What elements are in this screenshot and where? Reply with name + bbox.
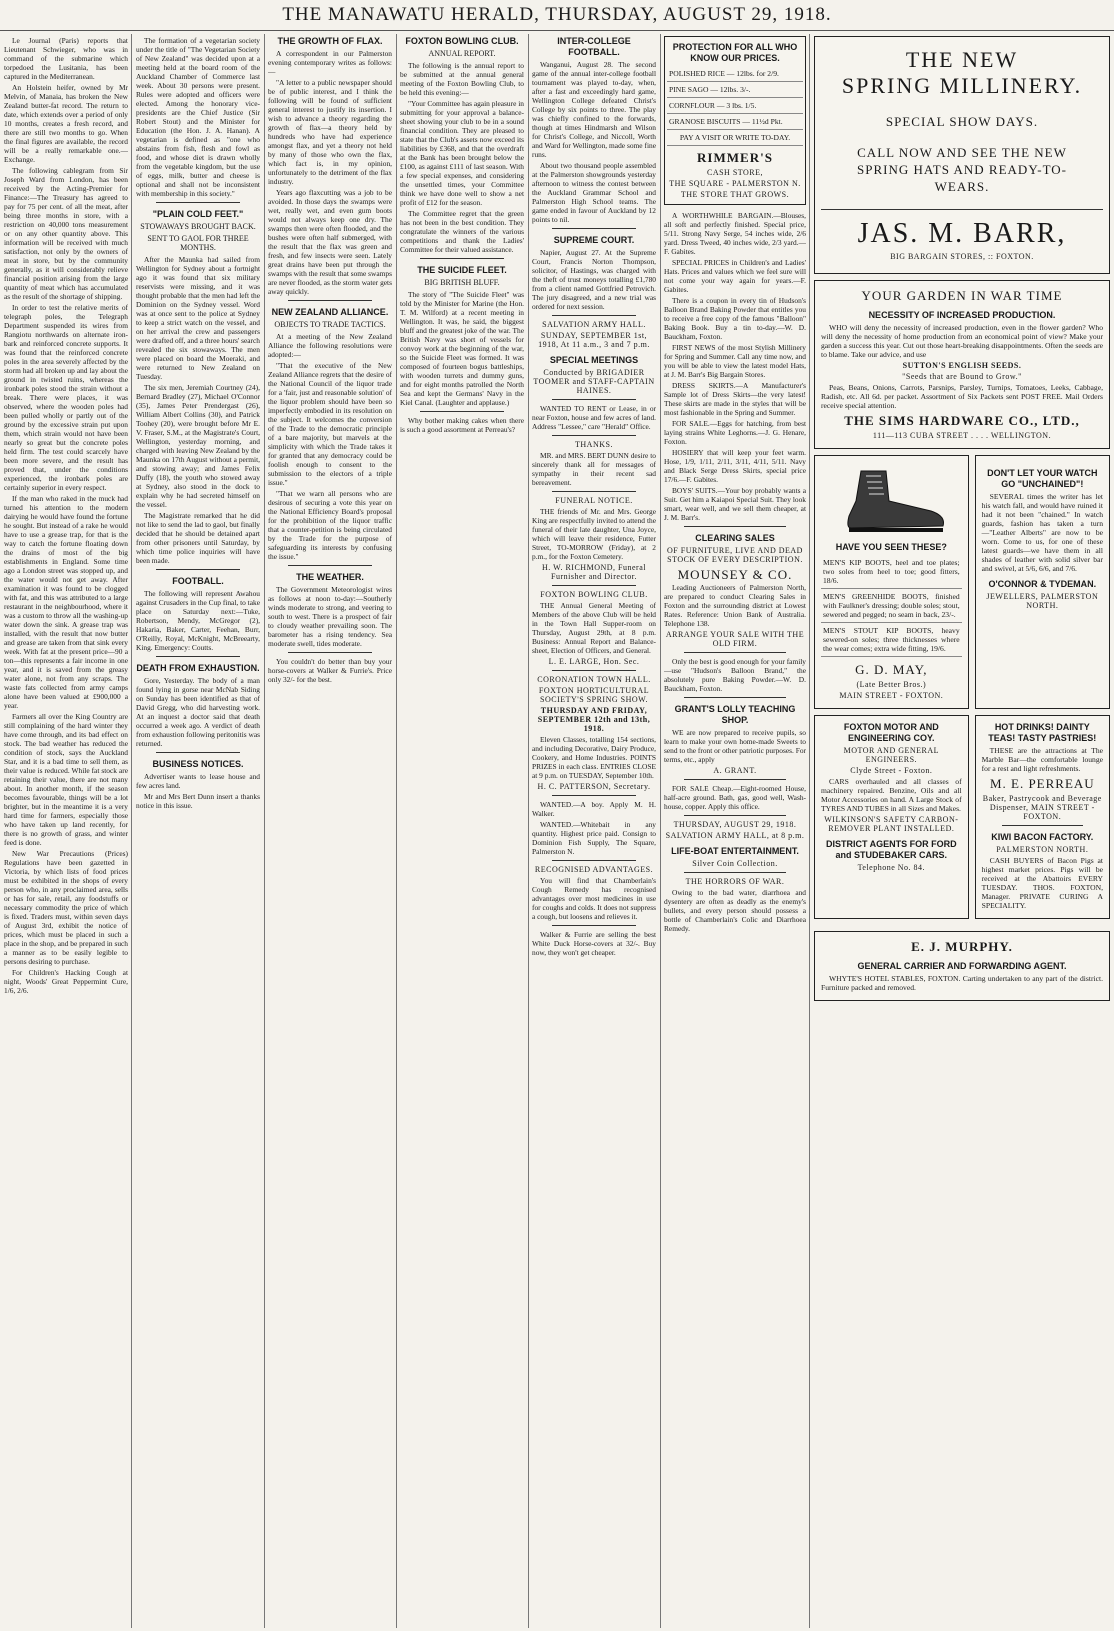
divider — [684, 697, 786, 698]
masthead: THE MANAWATU HERALD, THURSDAY, AUGUST 29, 1918. — [0, 0, 1114, 31]
rimmer-ad — [664, 36, 806, 205]
column-3 — [268, 36, 392, 1626]
boot-illustration — [831, 466, 951, 536]
divider — [552, 228, 636, 229]
article-para: Years ago flaxcutting was a job to be avoided. In those days the swamps were wet, really wet, and even gum boots would not always keep one dry. The swamps then were often flooded, and the bushes were often half submerged, with the result that the flax was green and fresh, and few insects were seen. Lately great drains have been put through the swamps with the result that some swamps are never flooded, as the storm water gets away quickly. — [268, 188, 392, 296]
ad-headline: SPRING MILLINERY. — [841, 73, 1083, 98]
classified-ad: You will find that Chamberlain's Cough Remedy has recognised advantages over most medicines in use for coughs and colds. It does not suppress a cough, but loosens and relieves it. — [532, 876, 656, 921]
ad-body: THESE are the attractions at The Marble Bar—the comfortable lounge for a rest and light refreshments. — [981, 746, 1103, 773]
column-1 — [4, 36, 128, 1626]
ad-headline: GRANT'S LOLLY TEACHING SHOP. — [674, 704, 796, 725]
price-item: GRANOSE BISCUITS — 11½d Pkt. — [667, 114, 803, 130]
ad-brand: JAS. M. BARR, — [857, 218, 1067, 249]
ad-address: Clyde Street - Foxton. — [850, 766, 933, 775]
divider — [552, 435, 636, 436]
ad-headline: HOT DRINKS! DAINTY TEAS! TASTY PASTRIES! — [988, 722, 1097, 743]
headline: SUPREME COURT. — [553, 235, 635, 245]
article-para: The Government Meteorologist wires as follows at noon to-day:—Southerly winds moderate to strong, and veering to south to west. There is a prospect of fair to cloudy weather prevailing soon. The barometer has a rising tendency. Sea moderate swell, tides moderate. — [268, 585, 392, 648]
classified-ad: DRESS SKIRTS.—A Manufacturer's Sample lot of Dress Skirts—the very latest! These skirts are made in the styles that will be most fashionable in the Spring and Summer. — [664, 381, 806, 417]
ad-body: CASH BUYERS of Bacon Pigs at highest market prices. Pigs will be received at the Abattoirs EVERY TUESDAY. THOS. FOXTON, Manager. PRIVATE CURING A SPECIALITY. — [981, 856, 1103, 910]
divider — [156, 569, 240, 570]
subhead: ANNUAL REPORT. — [428, 49, 496, 58]
ad-address: Baker, Pastrycook and Beverage Dispenser, MAIN STREET - FOXTON. — [982, 794, 1102, 821]
classified-ad: WANTED.—Whitebait in any quantity. Highest price paid. Consign to Dominion Fish Supply, The Square, Palmerston N. — [532, 820, 656, 856]
classified-ad: FOR SALE Cheap.—Eight-roomed House, half-acre ground. Bath, gas, good well, Wash-house, copper. Apply this office. — [664, 784, 806, 811]
ad-body: CALL NOW AND SEE THE NEW SPRING HATS AND READY-TO-WEARS. — [856, 145, 1068, 194]
notice-title: FOXTON BOWLING CLUB. — [540, 590, 648, 599]
divider — [156, 752, 240, 753]
classified-ad: SPECIAL PRICES in Children's and Ladies' Hats. Prices and values which we feel sure will not come your way again for years.—F. Gabites. — [664, 258, 806, 294]
classified-ad: MR. and MRS. BERT DUNN desire to sincerely thank all for messages of sympathy in their recent sad bereavement. — [532, 451, 656, 487]
ad-line: CASH STORE, — [706, 168, 764, 177]
article-para: Le Journal (Paris) reports that Lieutenant Schwieger, who was in command of the submarine which torpedoed the Lusitania, has been captured in the Mediterranean. — [4, 36, 128, 81]
ad-body: SEVERAL times the writer has let his watch fall, and would have ruined it had it not been "chained." In watch guards, fashion has taken a turn—"Leather Alberts" are now to be worn. Come to us, for one of these latest guards—we have them in all shades of leather with solid silver bar and swivel, at 5/6, 6/6, and 7/6. — [981, 492, 1103, 573]
article-para: The six men, Jeremiah Courtney (24), Bernard Bradley (27), Michael O'Connor (35), James Peter Prendergast (26), William Albert Collins (30), and Patrick Toohey (20), were brought before Mr E. V. Fraser, S.M., at the Magistrate's Court, Wellington, yesterday morning, and charged with leaving New Zealand by the Maunka on 17th August without a permit, and stowing away; and James Felix Duffy (18), the youth who stowed away at Sydney, also stood in the dock to explain why he had secreted himself on the vessel. — [136, 383, 260, 509]
notice-date: THURSDAY, AUGUST 29, 1918. — [673, 820, 797, 829]
ad-line: MOTOR AND GENERAL ENGINEERS. — [843, 746, 940, 764]
divider — [552, 670, 636, 671]
article-para: After the Maunka had sailed from Wellington for Sydney about a fortnight ago it was found that six military reservists were missing, and it was thought probable that the men had left the Dominion on the Sydney vessel. Word was at once sent to the police at Sydney to keep a strict watch on the vessel, and on her arrival the crew and passengers were drafted off, and a three hours' search revealed the six stowaways. The men were placed on board the Moeraki, and were returned to New Zealand on Tuesday. — [136, 255, 260, 381]
divider — [684, 652, 786, 653]
article-para: About two thousand people assembled at the Palmerston showgrounds yesterday afternoon to witness the contest between the Auckland Grammar School and Palmerston High School teams. The game ended in favour of Auckland by 12 points to nil. — [532, 161, 656, 224]
ad-tagline: THE STORE THAT GROWS. — [680, 190, 790, 199]
article-para: Napier, August 27. At the Supreme Court, Francis Norton Thompson, solicitor, of Hastings, was charged with the theft of trust moneys totalling £1,780 from a client named Gottfried Petrovich. The jury disagreed, and a new trial was ordered for next session. — [532, 248, 656, 311]
divider — [156, 202, 240, 203]
ad-subhead: SPECIAL SHOW DAYS. — [885, 114, 1039, 129]
article-para: Wanganui, August 28. The second game of the annual inter-college football tournament was played to-day, when, after a fast and exceedingly hard game, Wellington College defeated Christ's College by six points to three. The play was chiefly confined to the forwards, though at times Hindmarsh and Wilson for Christ's College, and Niccoll, Worth and Ward for Wellington, made some fine runs. — [532, 60, 656, 159]
ad-row — [814, 715, 1110, 925]
notice-title: FOXTON HORTICULTURAL SOCIETY'S SPRING SHOW. — [538, 686, 650, 704]
divider — [288, 565, 372, 566]
notice-date: SUNDAY, SEPTEMBER 1st, 1918, At 11 a.m., 3 and 7 p.m. — [538, 331, 650, 349]
article-para: The following is the annual report to be submitted at the annual general meeting of the Foxton Bowling Club, to be held this evening:— — [400, 61, 524, 97]
classified-ad: Walker & Furrie are selling the best White Duck Horse-covers at 32/-. Buy now, they won't get cheaper. — [532, 930, 656, 957]
column-rule — [809, 34, 810, 1628]
article-para: A correspondent in our Palmerston evening contemporary writes as follows:— — [268, 49, 392, 76]
motor-ad — [814, 715, 969, 919]
classified-ad: There is a coupon in every tin of Hudson's Balloon Brand Baking Powder that entitles you to receive a free copy of the famous "Balloon" Baking Book. Buy a tin to-day.—W. D. Bauckham, Foxton. — [664, 296, 806, 341]
ad-body: Peas, Beans, Onions, Carrots, Parsnips, Parsley, Turnips, Tomatoes, Leeks, Cabbage, Radish, etc. All 6d. per packet. Assortment of Six Packets sent POST FREE. Mail Orders receive special attention. — [821, 383, 1103, 410]
perreau-ad — [975, 715, 1110, 919]
divider — [552, 315, 636, 316]
classified-ad: THE Annual General Meeting of Members of the above Club will be held in the Town Hall Supper-room on Thursday, August 29th, at 8 p.m. Business: Annual Report and Balance-sheet, Election of Officers, and General. — [532, 601, 656, 655]
ad-tagline: ARRANGE YOUR SALE WITH THE OLD FIRM. — [665, 630, 805, 648]
article-para: The following cablegram from Sir Joseph Ward from London, has been received by the Acting-Premier for Finance:—The Treasury has agreed to pay for 75 per cent. of all the meat, after being three months in store, with a restriction on 40,000 tons measurement or on any other quantity above. This information will be received with much satisfaction, not only by the owners of meat in store, but by the community generally, as it will considerably relieve financial position arising from the large quantity of meat which has accumulated as the result of the shortage of shipping. — [4, 166, 128, 301]
column-rule — [396, 34, 397, 1628]
ad-subhead: GENERAL CARRIER AND FORWARDING AGENT. — [857, 961, 1067, 971]
notice-signature: L. E. LARGE, Hon. Sec. — [548, 657, 640, 666]
notice-body: Conducted by BRIGADIER TOOMER and STAFF-CAPTAIN HAINES. — [533, 368, 655, 395]
ad-address: PALMERSTON NORTH. — [996, 845, 1089, 854]
ad-brand: RIMMER'S — [697, 150, 773, 165]
ad-body: WHO will deny the necessity of increased production, even in the flower garden? Who will deny the necessity of home production from an economical point of view? Make your garden a success this year. Cut out those heart-breaking disappointments. Often the seeds are to blame. Take our advice, and use — [821, 323, 1103, 359]
article-para: The Magistrate remarked that he did not like to send the lad to gaol, but finally decided that he should be detained apart from other prisoners until Saturday, by which time police inquiries will have been made. — [136, 511, 260, 565]
classified-ad: Leading Auctioneers of Palmerston North, are prepared to conduct Clearing Sales in Foxton and the surrounding district at Lowest Rates. Reference: Union Bank of Australia. Telephone 138. — [664, 583, 806, 628]
boots-ad — [814, 455, 969, 709]
ad-body: CARS overhauled and all classes of machinery repaired. Benzine, Oils and all Motor Accessories on hand. A Large Stock of TYRES AND TUBES in all Sizes and Makes. — [821, 777, 962, 813]
notice-title: SALVATION ARMY HALL. — [542, 320, 646, 329]
headline: DEATH FROM EXHAUSTION. — [136, 663, 260, 673]
notice-body: Silver Coin Collection. — [692, 859, 778, 868]
classified-ad: HOSIERY that will keep your feet warm. Hose, 1/9, 1/11, 2/11, 3/11, 4/11, 5/11. Navy and Black Serge Dress Skirts, special price 17/6.—F. Gabites. — [664, 448, 806, 484]
article-para: The Committee regret that the green has not been in the best condition. They congratulate the winners of the various competitions and thank the Ladies' Committee for their valued assistance. — [400, 209, 524, 254]
boot-item: MEN'S GREENHIDE BOOTS, finished with Faulkner's dressing; double soles; stout, sewered and pegged; no seam in back, 23/-. — [821, 589, 962, 623]
ad-headline: PROTECTION FOR ALL WHO KNOW OUR PRICES. — [672, 42, 798, 63]
column-2 — [136, 36, 260, 1626]
headline: THE GROWTH OF FLAX. — [277, 36, 383, 46]
headline: BUSINESS NOTICES. — [152, 759, 244, 769]
article-para: In order to test the relative merits of telegraph poles, the Telegraph Department suspended its wires from Rangiotu northwards on alternate iron-bark and reinforced concrete supports. It was found that the reinforced concrete poles in the area severely affected by the storm had all broken up and lay about the ground in twisted ruins, whereas the ironbark poles stood the strain without a break. There were places, it was observed, where the wooden poles had been pulled wholly or partly out of the ground by the excessive strain put upon them, which strain would not have been nearly so great but the concrete poles held firm. The test could scarcely have been more severe, and the result has proved that, under the conditions experienced, the ironbark poles are certainly superior in every respect. — [4, 303, 128, 492]
ad-headline: THE NEW — [905, 47, 1019, 72]
ad-address: BIG BARGAIN STORES, :: FOXTON. — [890, 252, 1034, 261]
notice-date: THURSDAY AND FRIDAY, SEPTEMBER 12th and 13th, 1918. — [537, 706, 651, 733]
ad-line: PAY A VISIT OR WRITE TO-DAY. — [667, 130, 803, 146]
millinery-ad — [814, 36, 1110, 274]
divider — [552, 491, 636, 492]
divider — [552, 795, 636, 796]
divider — [684, 526, 786, 527]
classified-ad: WE are now prepared to receive pupils, so learn to make your own home-made Sweets to send to the front or other patriotic purposes. For terms, etc., apply — [664, 728, 806, 764]
price-item: CORNFLOUR — 3 lbs. 1/5. — [667, 98, 803, 114]
ad-line: Telephone No. 84. — [857, 863, 926, 872]
ad-brand: G. D. MAY, — [855, 662, 928, 677]
divider — [552, 585, 636, 586]
ad-signature: A. GRANT. — [713, 766, 757, 775]
ad-brand: O'CONNOR & TYDEMAN. — [988, 579, 1097, 589]
notice-title: THE HORRORS OF WAR. — [685, 877, 785, 886]
column-rule — [528, 34, 529, 1628]
ad-brand: M. E. PERREAU — [989, 776, 1095, 791]
subhead: OBJECTS TO TRADE TACTICS. — [274, 320, 386, 329]
headline: FOXTON BOWLING CLUB. — [405, 36, 519, 46]
divider — [684, 779, 786, 780]
ad-line: DISTRICT AGENTS FOR FORD and STUDEBAKER CARS. — [825, 839, 957, 860]
article-para: Farmers all over the King Country are still complaining of the hard winter they have come through, and its bad effect on stock. The bad weather has reduced the condition of stock, says the Auckland Star, and it is a bad time to sell them, as their value is reduced. While fat stock are retaining their value, there are not many about. In another month, if the season becomes favourable, things will be a lot brighter, but in the meantime it is a very hard time for farmers, especially those who have taken up land recently, for there is no growth of grass, and winter feed is done. — [4, 712, 128, 847]
divider — [288, 652, 372, 653]
article-para: At a meeting of the New Zealand Alliance the following resolutions were adopted:— — [268, 332, 392, 359]
article-para: The formation of a vegetarian society under the title of "The Vegetarian Society of New Zealand" was decided upon at a meeting held at the board room of the Auckland Chamber of Commerce last week. About 30 persons were present. Rules were adopted and officers were elected. Among the honorary vice-presidents are the Chief Justice (Sir Robert Stout) and the Minister for Education (the Hon. J. A. Hanan). A vegetarian is defined as "one who abstains from fish, flesh and fowl as food, and whose diet is drawn wholly from the vegetable kingdom, but the use of eggs, milk, butter and cheese is optional and shall not be inconsistent with membership in this society." — [136, 36, 260, 198]
price-item: POLISHED RICE — 12lbs. for 2/9. — [667, 66, 803, 82]
article-para: New War Precautions (Prices) Regulations have been gazetted in Victoria, by which lists of food prices must be exhibited in the shops of every person who, in any proclaimed area, sells or has for sale, retail, any foodstuffs or necessary commodity the price of which is fixed. Traders must, within seven days of August 3rd, exhibit the notice of prices, which must be placed in such a place in the shop, and be prepared in such a manner as to be easily legible to persons desiring to purchase. — [4, 849, 128, 966]
column-rule — [660, 34, 661, 1628]
notice-headline: SPECIAL MEETINGS — [549, 355, 639, 365]
ad-brand: THE SIMS HARDWARE CO., LTD., — [844, 413, 1080, 428]
column-rule — [131, 34, 132, 1628]
headline: FOOTBALL. — [172, 576, 224, 586]
ad-headline: DON'T LET YOUR WATCH GO "UNCHAINED"! — [987, 468, 1098, 489]
ad-headline: FOXTON MOTOR AND ENGINEERING COY. — [843, 722, 939, 743]
boot-item: MEN'S KIP BOOTS, heel and toe plates; two soles from heel to toe; good fitters, 18/6. — [821, 555, 962, 589]
ad-subhead: NECESSITY OF INCREASED PRODUCTION. — [868, 310, 1056, 320]
headline: NEW ZEALAND ALLIANCE. — [271, 307, 389, 317]
article-para: Gore, Yesterday. The body of a man found lying in gorse near McNab Siding on Sunday has been identified as that of David Gregg, who did harvesting work. At an inquest a doctor said that death occurred a week ago. A verdict of death from exhaustion following peritonitis was returned. — [136, 676, 260, 748]
divider — [552, 860, 636, 861]
divider — [420, 258, 504, 259]
article-para: "Your Committee has again pleasure in submitting for your approval a balance-sheet showing your club to be in a sound financial condition. They are pleased to state that the Club's assets now exceed its liabilities by £368, and that the overdraft at the Bank has been brought below the £100, as against £111 of last season. With a few special expenses, and considering the unsettled times, your Committee think we have done well to show a net profit of £12 for the season. — [400, 99, 524, 207]
article-para: The story of "The Suicide Fleet" was told by the Minister for Marine (the Hon. T. M. Wilford) at a recent meeting in Wellington. It was, he said, the biggest bluff and the greatest joke of the war. The British Navy was short of vessels for convoy work at the beginning of the war, so the Suicide Fleet was formed. It was composed of fourteen bogus battleships, with wooden turrets and dummy guns, and for eight months patrolled the North Sea and kept the Germans' Navy in the Kiel Canal. (Laughter and applause.) — [400, 290, 524, 407]
ad-headline: KIWI BACON FACTORY. — [991, 832, 1094, 842]
classified-ad: WANTED TO RENT or Lease, in or near Foxton, house and few acres of land. Address "Lessee," care "Herald" Office. — [532, 404, 656, 431]
classified-ad: FOR SALE.—Eggs for hatching, from best laying strains White Leghorns.—J. G. Henare, Foxton. — [664, 419, 806, 446]
headline: "PLAIN COLD FEET." — [152, 209, 244, 219]
ad-brand: E. J. MURPHY. — [911, 939, 1013, 954]
notice-headline: LIFE-BOAT ENTERTAINMENT. — [671, 846, 799, 856]
article-para: Why bother making cakes when there is such a good assortment at Perreau's? — [400, 416, 524, 434]
notice-title: CORONATION TOWN HALL. — [537, 675, 651, 684]
column-7 — [814, 36, 1110, 1626]
divider — [156, 656, 240, 657]
classified-ad: FIRST NEWS of the most Stylish Millinery for Spring and Summer. Call any time now, and you will be able to view the latest model Hats, at J. M. Barr's Big Bargain Stores. — [664, 343, 806, 379]
ad-line: WILKINSON'S SAFETY CARBON-REMOVER PLANT INSTALLED. — [824, 815, 959, 833]
notice-signature: H. W. RICHMOND, Funeral Furnisher and Director. — [542, 563, 646, 581]
headline: THE WEATHER. — [296, 572, 364, 582]
ad-headline: YOUR GARDEN IN WAR TIME — [861, 288, 1063, 303]
ad-address: JEWELLERS, PALMERSTON NORTH. — [986, 592, 1099, 610]
ad-row — [814, 455, 1110, 715]
headline: INTER-COLLEGE FOOTBALL. — [557, 36, 631, 57]
divider — [552, 925, 636, 926]
ad-body: WHYTE'S HOTEL STABLES, FOXTON. Carting undertaken to any part of the district. Furniture packed and removed. — [821, 974, 1103, 992]
ad-address: THE SQUARE - PALMERSTON N. — [669, 179, 801, 188]
notice-title: RECOGNISED ADVANTAGES. — [534, 865, 654, 874]
column-6 — [664, 36, 806, 1626]
article-para: If the man who raked in the muck had turned his attention to the modern dairying he would have found the fortune he sought. But instead of a rake he would have to use a grease trap, for that is the way to catch the fortune floating down the drains of most of the big establishments in England. Some time ago a London street was stopped up, and the water would not get away. After examination it was found to be clogged with fat, and this was attributed to a large restaurant in the neighbourhood, where it was a custom to throw all the washing-up water down the sink. A grease trap was installed, with the result that now butter and grease are taken from that sink every week. With fat at the present price—90 a ton—this represents a fair income in one year, and it is saved from the greasy water alone, not from any scraps. The waste fats collected from army camps alone have been valued at £900,000 a year. — [4, 494, 128, 710]
ad-brand: MOUNSEY & CO. — [677, 567, 793, 582]
price-item: PINE SAGO — 12lbs. 3/-. — [667, 82, 803, 98]
article-para: The following will represent Awahou against Crusaders in the Cup final, to take place on Saturday next:—Tuke, Robertson, Mendy, McGregor (2), Hakaria, Baker, Carter, Feehan, Burr, O'Reilly, Royal, McKnight, McBreearty, King. Emergency: Coutts. — [136, 589, 260, 652]
article-para: For Children's Hacking Cough at night, Woods' Great Peppermint Cure, 1/6, 2/6. — [4, 968, 128, 995]
column-4 — [400, 36, 524, 1626]
article-para: "A letter to a public newspaper should be of public interest, and I think the following will be found of sufficient general interest to justify its insertion. I wish to advance a theory regarding the growth of flax—a theory held by hundreds who have had experience amongst flax, and yet a theory not held by many of those who own the flax, which fact is, in my opinion, unfortunately to the detriment of the flax industry. — [268, 78, 392, 186]
subhead: STOWAWAYS BROUGHT BACK. — [140, 222, 256, 231]
article-para: "That we warn all persons who are desirous of securing a vote this year on the National Efficiency Board's proposal for the prohibition of the liquor traffic that a counter-petition is being circulated by the Trade for the purpose of safeguarding its interests by confusing the issue." — [268, 489, 392, 561]
garden-ad — [814, 280, 1110, 449]
article-para: Mr and Mrs Bert Dunn insert a thanks notice in this issue. — [136, 792, 260, 810]
notice-signature: H. C. PATTERSON, Secretary. — [537, 782, 651, 791]
ad-tagline: "Seeds that are Bound to Grow." — [902, 372, 1022, 381]
classified-ad: THE friends of Mr. and Mrs. George King are respectfully invited to attend the funeral of their late daughter, Una Joyce, which will leave their residence, Futter Street, TO-MORROW (Friday), at 2 p.m., for the Foxton Cemetery. — [532, 507, 656, 561]
divider — [420, 411, 504, 412]
notice-title: THANKS. — [575, 440, 613, 449]
classified-ad: BOYS' SUITS.—Your boy probably wants a Suit. Get him a Kaiapoi Special Suit. They look smart, wear well, and we sell them cheaper, at J. M. Barr's. — [664, 486, 806, 522]
subhead: SENT TO GAOL FOR THREE MONTHS. — [147, 234, 249, 252]
notice-title: SALVATION ARMY HALL, at 8 p.m. — [665, 831, 805, 840]
ad-headline: HAVE YOU SEEN THESE? — [835, 542, 947, 552]
column-rule — [264, 34, 265, 1628]
classified-ad: Owing to the bad water, diarrhoea and dysentery are often as deadly as the enemy's bullets, and every person should possess a bottle of Chamberlain's Colic and Diarrhoea Remedy. — [664, 888, 806, 933]
ad-headline: CLEARING SALES — [695, 533, 775, 543]
divider — [1002, 825, 1083, 826]
article-para: You couldn't do better than buy your horse-covers at Walker & Furrie's. Price only 32/- for the best. — [268, 657, 392, 684]
article-para: An Holstein heifer, owned by Mr Melvin, of Manaia, has broken the New Zealand butter-fat record. The return to date, which extends over a period of only 10 months, creates a fresh record, and there are still two months to go. When the final figures are available, the record will be a really remarkable one.—Exchange. — [4, 83, 128, 164]
divider — [552, 399, 636, 400]
ad-address: MAIN STREET - FOXTON. — [839, 691, 944, 700]
classified-ad: A WORTHWHILE BARGAIN.—Blouses, all soft and perfectly finished. Special price, 5/11. Strong Navy Serge, 54 inches wide, 2/6 yard. Dress Tweed, 40 inches wide, 2/3 yard.—F. Gabites. — [664, 211, 806, 256]
classified-ad: Only the best is good enough for your family—use "Hudson's Balloon Brand," the absolutely pure Baking Powder.—W. D. Bauckham, Foxton. — [664, 657, 806, 693]
divider — [684, 872, 786, 873]
ad-line: (Late Better Bros.) — [856, 680, 927, 689]
headline: THE SUICIDE FLEET. — [417, 265, 507, 275]
column-5 — [532, 36, 656, 1626]
subhead: BIG BRITISH BLUFF. — [424, 278, 500, 287]
ad-line: OF FURNITURE, LIVE AND DEAD STOCK OF EVERY DESCRIPTION. — [667, 546, 803, 564]
ad-line: SUTTON'S ENGLISH SEEDS. — [902, 361, 1022, 370]
article-para: Advertiser wants to lease house and few acres land. — [136, 772, 260, 790]
article-para: "That the executive of the New Zealand Alliance regrets that the desire of the National Council of the liquor trade for a 'fair, just and reasonable solution' of the liquor problem should have been so imperfectly embodied in its resolution on the subject. It welcomes the conversion of the Trade to the democratic principle of a bare majority, but marvels at the simplicity with which the Trade takes it for granted that any democracy could be foolish enough to consent to the submission to the electors of a triple issue." — [268, 361, 392, 487]
divider — [288, 300, 372, 301]
classified-ad: Eleven Classes, totalling 154 sections, and including Decorative, Dairy Produce, Cookery, and Home Industries. POINTS PRIZES in each class. ENTRIES CLOSE at 9 p.m. on TUESDAY, September 10th. — [532, 735, 656, 780]
watch-ad — [975, 455, 1110, 709]
ad-address: 111—113 CUBA STREET . . . . WELLINGTON. — [872, 431, 1052, 440]
notice-title: FUNERAL NOTICE. — [555, 496, 633, 505]
divider — [684, 815, 786, 816]
classified-ad: WANTED.—A boy. Apply M. H. Walker. — [532, 800, 656, 818]
boot-item: MEN'S STOUT KIP BOOTS, heavy sewered-on soles; three thicknesses where the wear comes; extra wide fitting, 19/6. — [821, 623, 962, 657]
murphy-ad — [814, 931, 1110, 1001]
